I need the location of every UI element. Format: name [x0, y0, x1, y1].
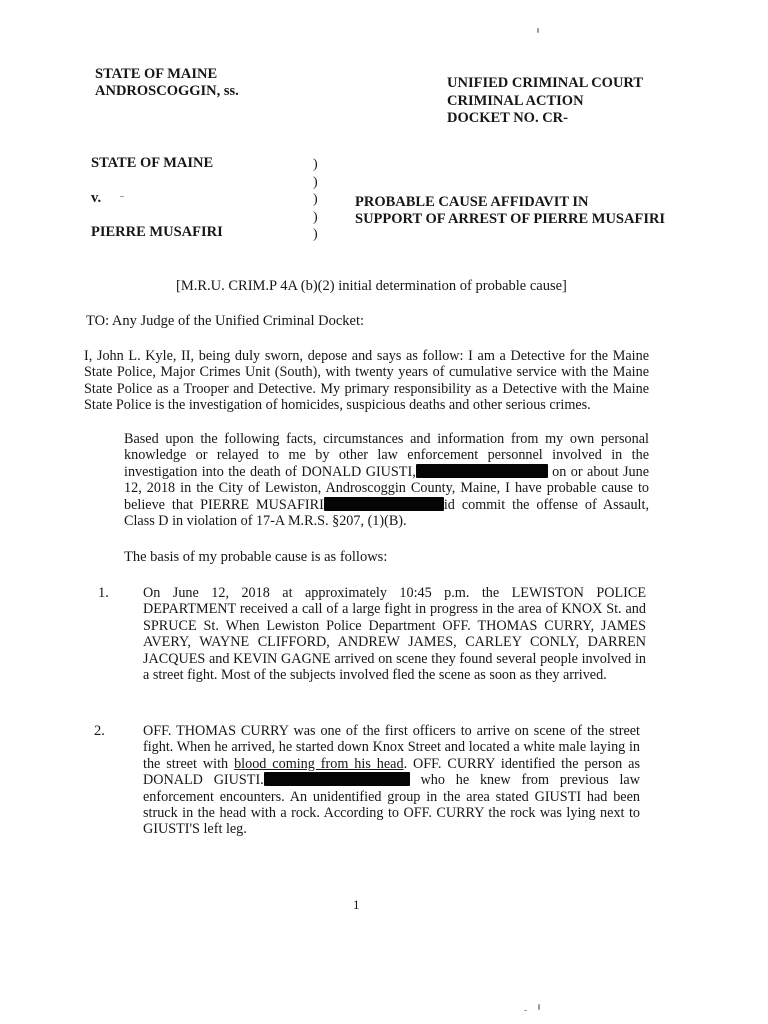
caption-docket: DOCKET NO. CR- [447, 110, 568, 126]
paren: ) [313, 227, 318, 243]
para2-text-c: who he knew from previous law enforcement encounters. An unidentified group in the area stated GIUSTI had been struck in the head with a rock. According to OFF. CURRY the rock was lying next to GIUSTI'S left leg. [143, 772, 640, 838]
basis-heading: The basis of my probable cause is as follows: [124, 549, 388, 565]
para2-underlined-text: blood coming from his head [234, 755, 404, 772]
paragraph-number: 2. [94, 723, 105, 739]
scan-speck [120, 196, 124, 197]
scan-speck [537, 28, 539, 33]
page-number: 1 [353, 897, 360, 912]
court-caption-left [95, 66, 239, 100]
para2-text-a: OFF. THOMAS CURRY was one of the first officers to arrive on scene of the street fight. When he arrived, he started down Knox Street and located a white male laying in the street with [143, 723, 640, 772]
caption-court: UNIFIED CRIMINAL COURT [447, 75, 644, 91]
court-caption-right [447, 75, 643, 128]
scan-speck [524, 1010, 527, 1011]
facts-text-2: on or about June 12, 2018 in the City of Lewiston, Androscoggin County, Maine, I have probable cause to believe that PIERRE MUSAFIRI [124, 463, 649, 513]
intro-paragraph: I, John L. Kyle, II, being duly sworn, depose and says as follow: I am a Detective for the Maine State Police, Major Crimes Unit (South), with twenty years of cumulative service with the Maine State Police as a Trooper and Detective. My primary responsibility as a Detective with the Maine State Police is the investigation of homicides, suspicious deaths and other serious crimes. [84, 348, 649, 414]
numbered-paragraph-2 [143, 723, 640, 838]
scan-speck [538, 1004, 540, 1010]
redaction-box [264, 772, 410, 786]
paragraph-number: 1. [98, 585, 109, 601]
rule-citation: [M.R.U. CRIM.P 4A (b)(2) initial determination of probable cause] [176, 278, 567, 294]
facts-paragraph [124, 431, 649, 529]
party-versus: v. [91, 190, 102, 206]
salutation: TO: Any Judge of the Unified Criminal Docket: [86, 313, 365, 329]
facts-text-1: Based upon the following facts, circumstances and information from my own personal knowledge or relayed to me by other law enforcement personnel involved in the investigation into the death of DONALD GIUSTI, [124, 431, 649, 480]
facts-text-3: id commit the offense of Assault, Class D in violation of 17-A M.R.S. §207, (1)(B). [124, 496, 649, 530]
caption-county: ANDROSCOGGIN, ss. [95, 83, 239, 99]
paren: ) [313, 192, 318, 208]
paren: ) [313, 157, 318, 172]
paren: ) [313, 209, 318, 225]
caption-parentheses [313, 156, 318, 244]
caption-action: CRIMINAL ACTION [447, 92, 584, 109]
caption-state: STATE OF MAINE [95, 66, 218, 82]
redaction-box [324, 497, 444, 511]
title-line-1: PROBABLE CAUSE AFFIDAVIT IN [355, 194, 589, 210]
party-defendant: PIERRE MUSAFIRI [91, 224, 223, 240]
redaction-box [416, 464, 548, 478]
numbered-paragraph-1: On June 12, 2018 at approximately 10:45 p.m. the LEWISTON POLICE DEPARTMENT received a call of a large fight in progress in the area of KNOX St. and SPRUCE St. When Lewiston Police Department OFF. THOMAS CURRY, JAMES AVERY, WAYNE CLIFFORD, ANDREW JAMES, CARLEY CONLY, DARREN JACQUES and KEVIN GAGNE arrived on scene they found several people involved in a street fight. Most of the subjects involved fled the scene as soon as they arrived. [143, 585, 646, 684]
para2-text-b: . OFF. CURRY identified the person as DONALD GIUSTI. [143, 755, 641, 789]
paren: ) [313, 174, 318, 190]
document-title [355, 194, 665, 228]
title-line-2: SUPPORT OF ARREST OF PIERRE MUSAFIRI [355, 211, 666, 227]
party-plaintiff: STATE OF MAINE [91, 155, 214, 171]
